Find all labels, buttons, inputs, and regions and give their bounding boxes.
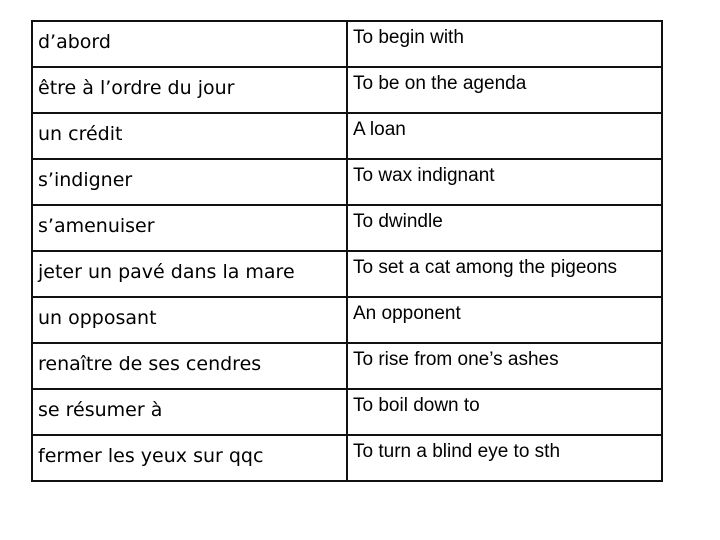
english-translation: An opponent [347, 297, 662, 343]
english-translation: To begin with [347, 21, 662, 67]
french-term: se résumer à [32, 389, 347, 435]
table-row [32, 251, 662, 297]
french-term: jeter un pavé dans la mare [32, 251, 347, 297]
table-row [32, 113, 662, 159]
table-row [32, 389, 662, 435]
table-row [32, 205, 662, 251]
french-term: un crédit [32, 113, 347, 159]
english-translation: To wax indignant [347, 159, 662, 205]
table-row [32, 297, 662, 343]
french-term: s’amenuiser [32, 205, 347, 251]
english-translation: To be on the agenda [347, 67, 662, 113]
english-translation: To set a cat among the pigeons [347, 251, 662, 297]
table-row [32, 159, 662, 205]
english-translation: To boil down to [347, 389, 662, 435]
table-row [32, 21, 662, 67]
french-term: renaître de ses cendres [32, 343, 347, 389]
table-row [32, 435, 662, 481]
french-term: un opposant [32, 297, 347, 343]
french-term: fermer les yeux sur qqc [32, 435, 347, 481]
table-row [32, 343, 662, 389]
vocabulary-table [31, 20, 663, 482]
english-translation: To dwindle [347, 205, 662, 251]
french-term: s’indigner [32, 159, 347, 205]
french-term: d’abord [32, 21, 347, 67]
english-translation: A loan [347, 113, 662, 159]
table-row [32, 67, 662, 113]
english-translation: To turn a blind eye to sth [347, 435, 662, 481]
french-term: être à l’ordre du jour [32, 67, 347, 113]
english-translation: To rise from one’s ashes [347, 343, 662, 389]
